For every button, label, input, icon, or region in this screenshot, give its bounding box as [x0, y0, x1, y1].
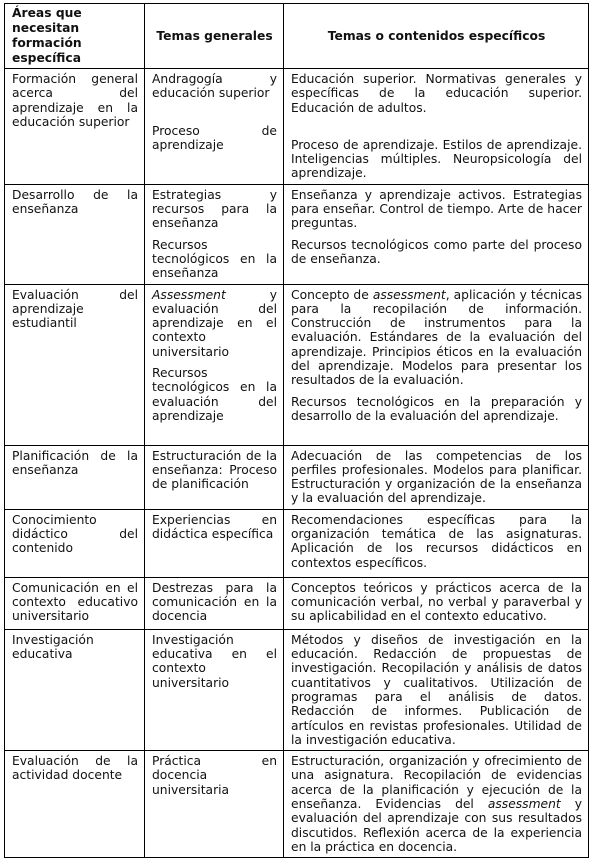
general-topic-text: Estrategias y recursos para la enseñanza — [152, 187, 277, 231]
header-specific-contents: Temas o contenidos específicos — [284, 4, 589, 69]
specific-contents-cell — [284, 284, 589, 445]
specific-content-text: Métodos y diseños de investigación en la educación. Redacción de propuestas de investigación. Recopilación y análisis de datos cuantitativos y cualitativos. Utilización de programas para el análisis de datos. Redacción de informes. Publicación de artículos en revistas profesionales. Utilidad de la investigación educativa. — [291, 632, 582, 747]
general-topics-cell — [145, 284, 284, 445]
specific-content-text: , aplicación y técnicas para la recopilación de información. Construcción de instrumentos para la evaluación. Estándares de la evaluación del aprendizaje. Principios éticos en la evaluación del aprendizaje. Modelos para presentar los resultados de la evaluación. — [291, 287, 582, 388]
area-cell: Conocimiento didáctico del contenido — [5, 509, 145, 577]
general-topics-cell — [145, 184, 284, 284]
specific-content-text-pre: Estructuración, organización y ofrecimiento de una asignatura. Recopilación de evidencias acerca de la planificación y ejecución de la enseñanza. Evidencias del — [291, 754, 582, 812]
general-topic-text: y evaluación del aprendizaje en el contexto universitario — [152, 287, 277, 359]
specific-content-text: Enseñanza y aprendizaje activos. Estrategias para enseñar. Control de tiempo. Arte de hacer preguntas. — [291, 187, 582, 231]
specific-contents-cell — [284, 69, 589, 185]
specific-content — [291, 288, 582, 388]
specific-content — [291, 188, 582, 231]
table-row — [5, 751, 589, 858]
header-general-topics: Temas generales — [145, 4, 284, 69]
specific-content — [291, 581, 582, 624]
specific-content-text-pre: Concepto de — [291, 287, 373, 302]
general-topics-cell — [145, 751, 284, 858]
general-topic-text: Proceso de aprendizaje — [152, 123, 277, 152]
specific-content-text: Recursos tecnológicos como parte del proceso de enseñanza. — [291, 237, 582, 266]
specific-content — [291, 238, 582, 267]
general-topics-cell — [145, 509, 284, 577]
specific-contents-cell — [284, 577, 589, 629]
general-topic-text: Recursos tecnológicos en la enseñanza — [152, 237, 277, 281]
general-topic-text: Andragogía y educación superior — [152, 72, 277, 101]
general-topic-text: Práctica en docencia universitaria — [152, 754, 277, 797]
general-topic — [152, 72, 277, 101]
general-topic — [152, 513, 277, 542]
specific-content-text: y evaluación del aprendizaje con sus resultados discutidos. Reflexión acerca de la experiencia en la práctica en docencia. — [291, 797, 582, 854]
specific-content-text: Proceso de aprendizaje. Estilos de aprendizaje. Inteligencias múltiples. Neuropsicología del aprendizaje. — [291, 137, 582, 181]
table-row — [5, 445, 589, 509]
specific-content — [291, 513, 582, 570]
general-topic — [152, 449, 277, 492]
specific-content-text: Recursos tecnológicos en la preparación y desarrollo de la evaluación del aprendizaje. — [291, 394, 582, 423]
area-cell: Planificación de la enseñanza — [5, 445, 145, 509]
specific-contents-cell — [284, 445, 589, 509]
specific-content — [291, 72, 582, 115]
table-row — [5, 284, 589, 445]
specific-content — [291, 395, 582, 424]
area-cell: Comunicación en el contexto educativo universitario — [5, 577, 145, 629]
area-cell: Formación general acerca del aprendizaje en la educación superior — [5, 69, 145, 185]
general-topic — [152, 754, 277, 797]
general-topic-text: Experiencias en didáctica específica — [152, 512, 277, 542]
general-topics-cell — [145, 69, 284, 185]
specific-content — [291, 754, 582, 854]
general-topic-text: Investigación educativa en el contexto universitario — [152, 632, 277, 690]
specific-content-text: Educación superior. Normativas generales y específicas de la educación superior. Educación de adultos. — [291, 72, 582, 115]
general-topics-cell — [145, 577, 284, 629]
general-topic-text: Destrezas para la comunicación en la docencia — [152, 580, 277, 624]
specific-content-emphasis: assessment — [487, 797, 561, 812]
specific-content-text: Adecuación de las competencias de los perfiles profesionales. Modelos para planificar. Estructuración y organización de la enseñanza y la evaluación del aprendizaje. — [291, 448, 582, 506]
area-cell: Evaluación del aprendizaje estudiantil — [5, 284, 145, 445]
general-topic — [152, 238, 277, 281]
table-row — [5, 69, 589, 185]
general-topic — [152, 633, 277, 690]
specific-content — [291, 633, 582, 747]
table-row — [5, 577, 589, 629]
header-areas: Áreas que necesitan formación específica — [5, 4, 145, 69]
specific-contents-cell — [284, 184, 589, 284]
table-row — [5, 629, 589, 750]
general-topic-emphasis: Assessment — [152, 287, 226, 302]
specific-contents-cell — [284, 751, 589, 858]
specific-content — [291, 138, 582, 181]
specific-content — [291, 449, 582, 506]
specific-contents-cell — [284, 629, 589, 750]
specific-content-emphasis: assessment — [372, 287, 446, 302]
general-topic-text: Recursos tecnológicos en la evaluación del aprendizaje — [152, 366, 277, 423]
general-topic — [152, 188, 277, 231]
area-cell: Desarrollo de la enseñanza — [5, 184, 145, 284]
general-topic-text: Estructuración de la enseñanza: Proceso de planificación — [152, 448, 277, 492]
specific-content-text: Conceptos teóricos y prácticos acerca de la comunicación verbal, no verbal y paraverbal y su aplicabilidad en el contexto educativo. — [291, 580, 582, 624]
specific-contents-cell — [284, 509, 589, 577]
curriculum-table — [4, 3, 589, 858]
table-row — [5, 509, 589, 577]
general-topic — [152, 366, 277, 423]
general-topic — [152, 581, 277, 624]
header-row — [5, 4, 589, 69]
area-cell: Evaluación de la actividad docente — [5, 751, 145, 858]
general-topics-cell — [145, 629, 284, 750]
general-topics-cell — [145, 445, 284, 509]
specific-content-text: Recomendaciones específicas para la organización temática de las asignaturas. Aplicación de los recursos didácticos en contextos específicos. — [291, 512, 582, 570]
table-row — [5, 184, 589, 284]
area-cell: Investigación educativa — [5, 629, 145, 750]
general-topic — [152, 288, 277, 359]
general-topic — [152, 124, 277, 153]
